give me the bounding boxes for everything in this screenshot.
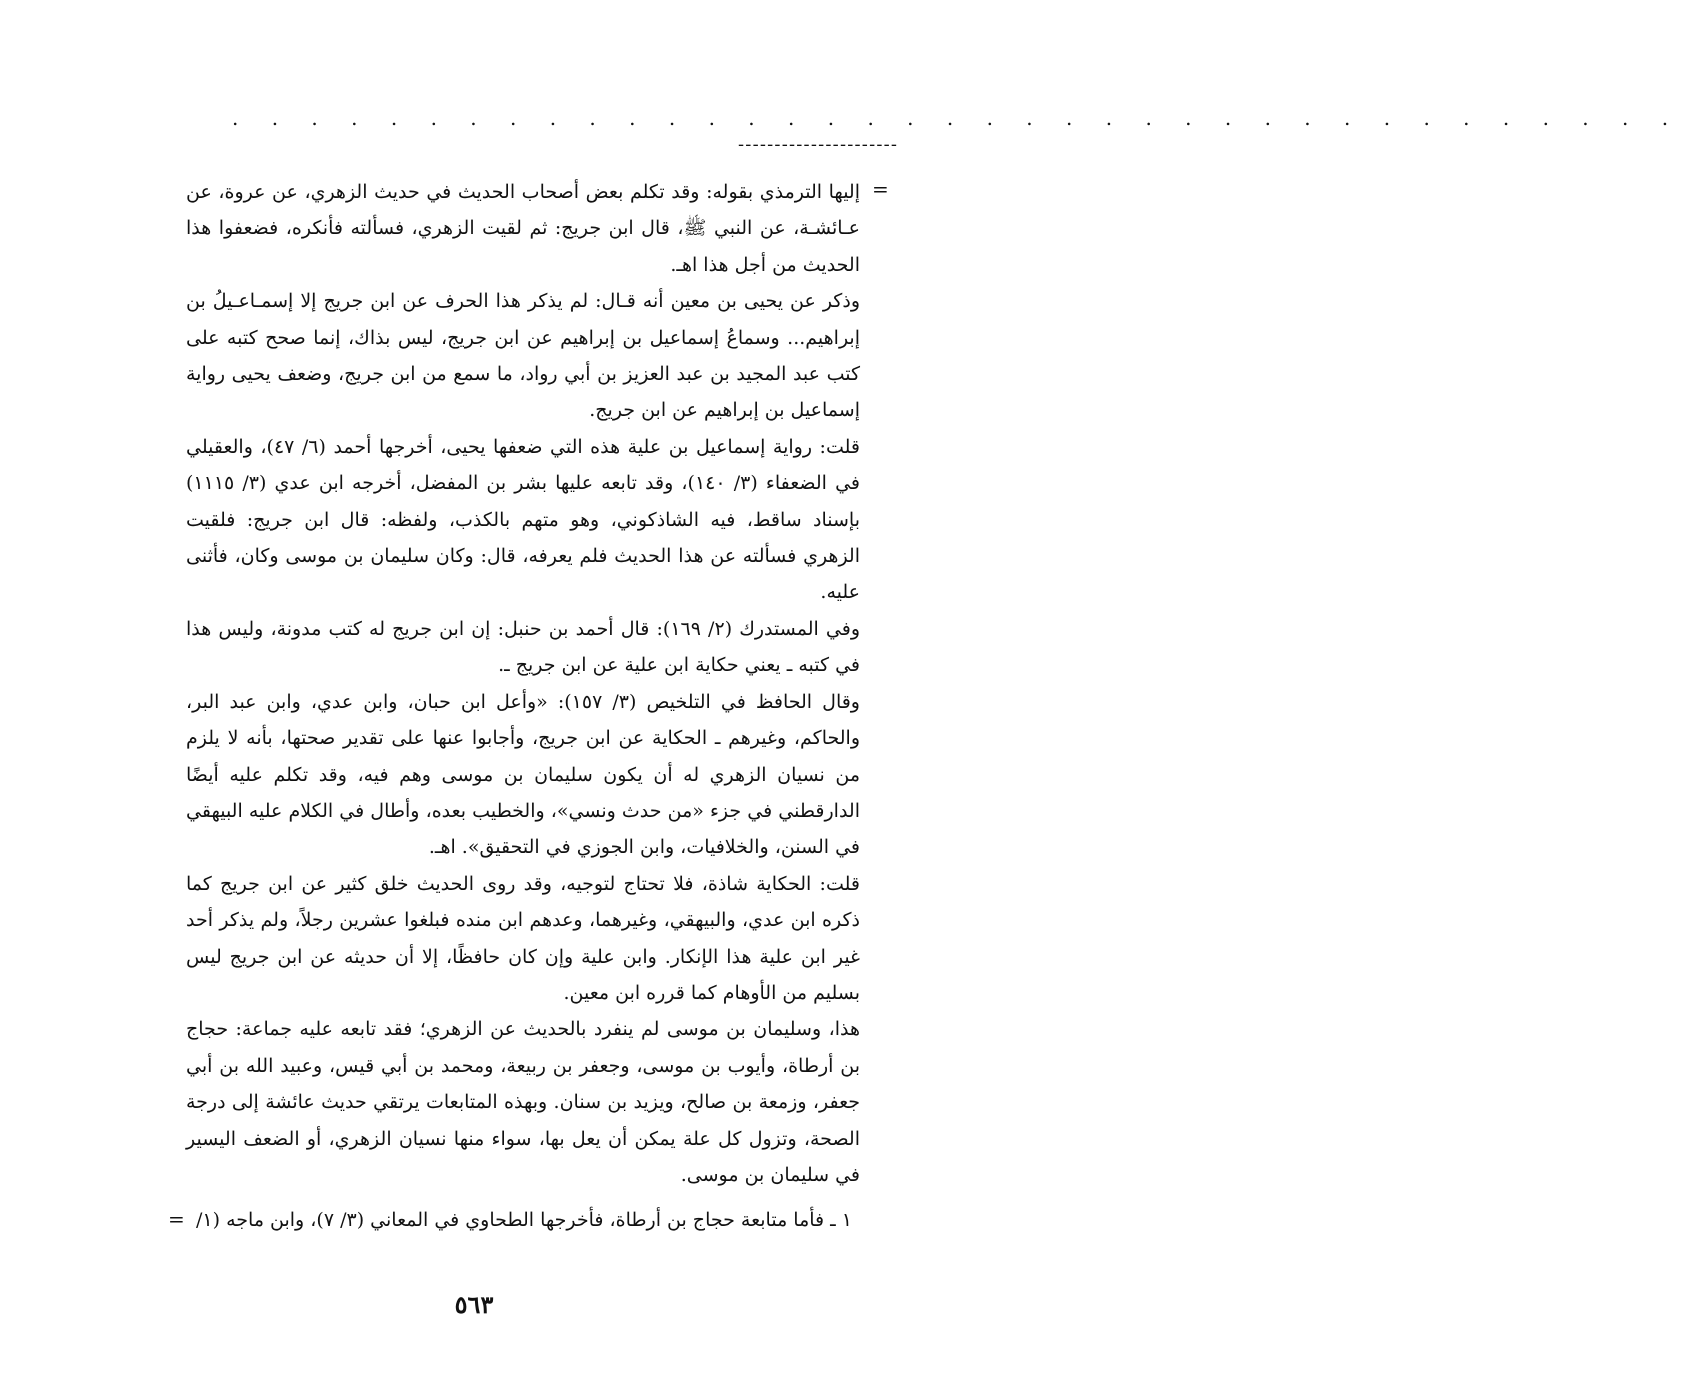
paragraph-3: قلت: رواية إسماعيل بن علية هذه التي ضعفها يحيى، أخرجها أحمد (٦/ ٤٧)، والعقيلي في الضعفاء (٣/ ١٤٠)، وقد تابعه عليها بشر بن المفضل، أخرجه ابن عدي (٣/ ١١١٥) بإسناد ساقط، فيه الشاذكوني، وهو متهم بالكذب، ولفظه: قال ابن جريج: فلقيت الزهري فسألته عن هذا الحديث فلم يعرفه، قال: وكان سليمان بن موسى وكان، فأثنى عليه. (186, 435, 860, 604)
paragraph-6: قلت: الحكاية شاذة، فلا تحتاج لتوجيه، وقد روى الحديث خلق كثير عن ابن جريج كما ذكره ابن عدي، والبيهقي، وغيرهما، وعدهم ابن منده فبلغوا عشرين رجلاً، ولم يذكر أحد غير ابن علية هذا الإنكار. وابن علية وإن كان حافظًا، إلا أن حديثه عن ابن جريج ليس بسليم من الأوهام كما قرره ابن معين. (186, 872, 860, 1004)
footnote-separator-rule: ---------------------- (738, 134, 899, 155)
main-text-body (186, 174, 860, 1193)
page-number: ٥٦٣ (454, 1290, 494, 1319)
paragraph-2: وذكر عن يحيى بن معين أنه قـال: لم يذكر هذا الحرف عن ابن جريج إلا إسمـاعـيلُ بن إبراهيم... وسماعُ إسماعيل بن إبراهيم عن ابن جريج، ليس بذاك، إنما صحح كتبه على كتب عبد المجيد بن عبد العزيز بن أبي رواد، ما سمع من ابن جريج، وضعف يحيى رواية إسماعيل بن إبراهيم عن ابن جريج. (186, 290, 860, 422)
paragraph-4: وفي المستدرك (٢/ ١٦٩): قال أحمد بن حنبل: إن ابن جريج له كتب مدونة، وليس هذا في كتبه ـ يعني حكاية ابن علية عن ابن جريج ـ. (186, 617, 860, 677)
paragraph-7: هذا، وسليمان بن موسى لم ينفرد بالحديث عن الزهري؛ فقد تابعه عليه جماعة: حجاج بن أرطاة، وأيوب بن موسى، وجعفر بن ربيعة، ومحمد بن أبي قيس، وعبيد الله بن أبي جعفر، وزمعة بن صالح، ويزيد بن سنان. وبهذه المتابعات يرتقي حديث عائشة إلى درجة الصحة، وتزول كل علة يمكن أن يعل بها، سواء منها نسيان الزهري، أو الضعف اليسير في سليمان بن موسى. (186, 1018, 860, 1186)
header-dotted-rule: . . . . . . . . . . . . . . . . . . . . . . . . . . . . . . . . . . . . . (232, 106, 1682, 130)
paragraph-1: إليها الترمذي بقوله: وقد تكلم بعض أصحاب الحديث في حديث الزهري، عن عروة، عن عـائشـة، عن النبي ﷺ، قال ابن جريج: ثم لقيت الزهري، فسألته فأنكره، فضعفوا هذا الحديث من أجل هذا اهـ. (186, 181, 860, 276)
paragraph-5: وقال الحافظ في التلخيص (٣/ ١٥٧): «وأعل ابن حبان، وابن عدي، وابن عبد البر، والحاكم، وغيرهم ـ الحكاية عن ابن جريج، وأجابوا عنها على تقدير صحتها، بأنه لا يلزم من نسيان الزهري له أن يكون سليمان بن موسى وهم فيه، وقد تكلم عليه أيضًا الدارقطني في جزء «من حدث ونسي»، والخطيب بعده، وأطال في الكلام عليه البيهقي في السنن، والخلافيات، وابن الجوزي في التحقيق». اهـ. (186, 690, 860, 859)
continuation-mark: = (872, 177, 889, 201)
footnote-line: ١ ـ فأما متابعة حجاج بن أرطاة، فأخرجها الطحاوي في المعاني (٣/ ٧)، وابن ماجه (١/ (196, 1209, 852, 1231)
footnote-continuation-mark: = (168, 1207, 185, 1231)
